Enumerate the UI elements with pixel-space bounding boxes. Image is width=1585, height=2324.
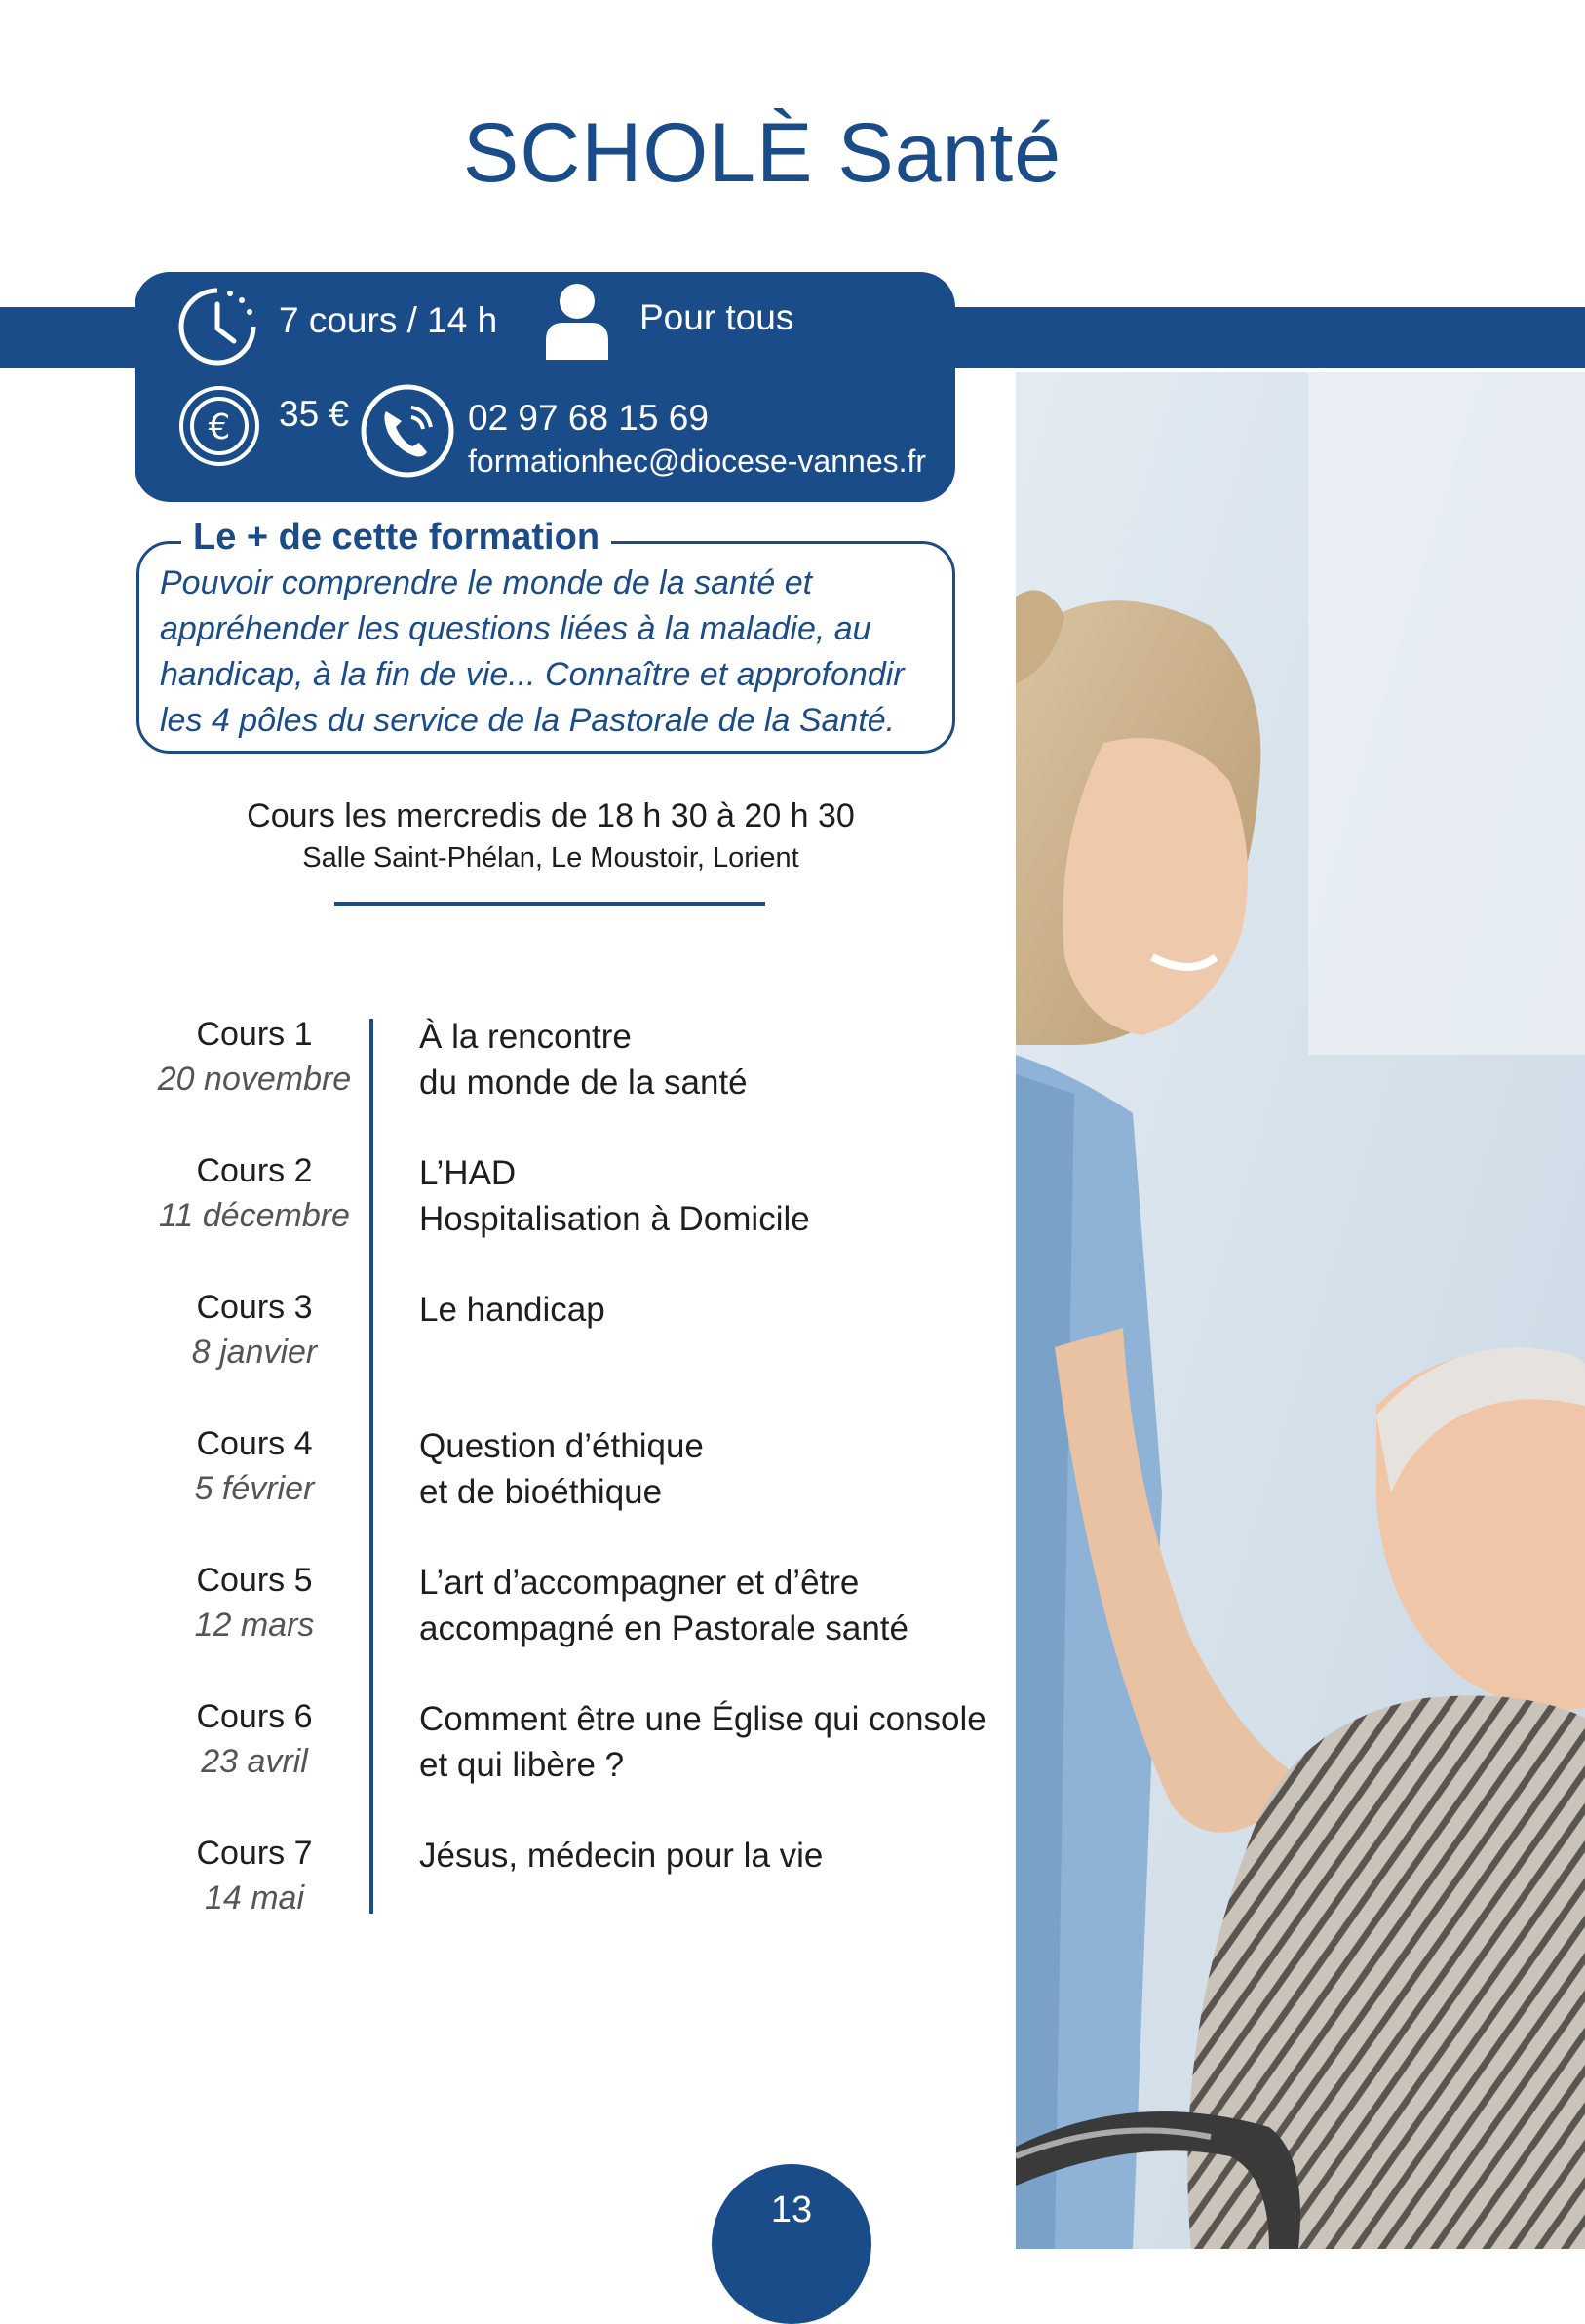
email-link[interactable]: formationhec@diocese-vannes.fr: [468, 444, 927, 479]
course-number: Cours 5: [196, 1562, 313, 1599]
highlight-text: Pouvoir comprendre le monde de la santé et appréhender les questions liées à la maladie, au handicap, à la fin de vie... Connaître et approfondir les 4 pôles du service de la Pastorale de la Santé.: [160, 564, 905, 739]
page-title: SCHOLÈ Santé: [462, 106, 1063, 200]
schedule-time: Cours les mercredis de 18 h 30 à 20 h 30: [247, 797, 855, 834]
course-title: Comment être une Église qui console et qui libère ?: [419, 1700, 986, 1784]
course-number: Cours 6: [196, 1698, 313, 1735]
course-title: Jésus, médecin pour la vie: [419, 1837, 824, 1875]
divider: [334, 902, 765, 906]
course-date: 5 février: [194, 1470, 315, 1507]
course-title: Le handicap: [419, 1291, 605, 1329]
course-number: Cours 3: [196, 1289, 313, 1326]
audience-label: Pour tous: [639, 297, 794, 337]
page-number: 13: [770, 2189, 813, 2230]
course-date: 14 mai: [204, 1879, 305, 1917]
course-number: Cours 2: [196, 1152, 313, 1189]
nurse-and-patient-photo: [1016, 372, 1585, 2249]
course-date: 11 décembre: [159, 1197, 350, 1234]
schedule-location: Salle Saint-Phélan, Le Moustoir, Lorient: [302, 842, 799, 873]
course-date: 12 mars: [194, 1607, 315, 1644]
courses-count: 7 cours / 14 h: [279, 300, 498, 340]
course-title: Question d’éthique et de bioéthique: [419, 1427, 704, 1511]
course-title: L’HAD Hospitalisation à Domicile: [419, 1154, 810, 1238]
clock-icon: [175, 285, 259, 368]
course-date: 20 novembre: [157, 1061, 352, 1098]
course-number: Cours 1: [196, 1016, 313, 1053]
phone-icon: [359, 382, 456, 480]
euro-icon: [177, 384, 261, 468]
page-number-badge: [712, 2164, 871, 2324]
price: 35 €: [279, 394, 350, 434]
course-title: L’art d’accompagner et d’être accompagné en Pastorale santé: [419, 1564, 908, 1647]
course-title: À la rencontre du monde de la santé: [419, 1018, 748, 1102]
course-number: Cours 7: [196, 1835, 313, 1872]
course-date: 8 janvier: [191, 1334, 318, 1371]
phone-number: 02 97 68 15 69: [468, 398, 709, 438]
highlight-title: Le + de cette formation: [181, 517, 611, 559]
course-number: Cours 4: [196, 1425, 313, 1462]
course-date: 23 avril: [201, 1743, 308, 1780]
person-icon: [542, 280, 612, 362]
svg-text:€: €: [208, 407, 231, 447]
